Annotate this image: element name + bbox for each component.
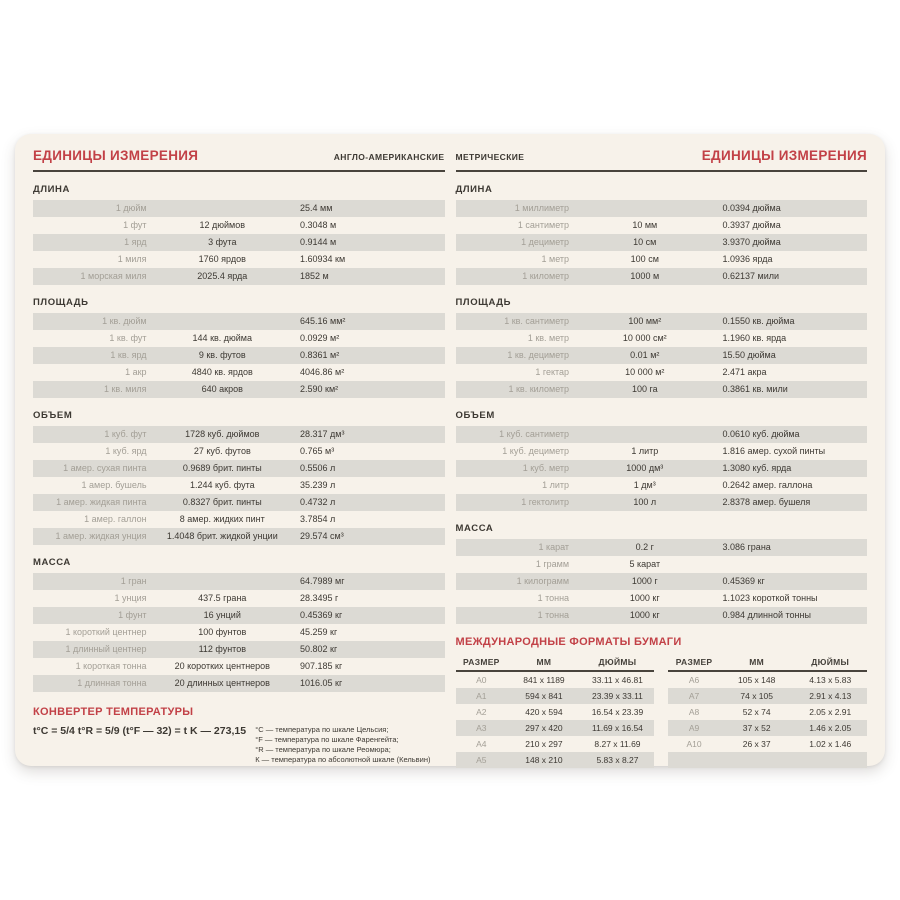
unit-name: 1 грамм (535, 559, 570, 569)
unit-converted-value: 1.0936 ярда (722, 254, 773, 264)
paper-size-inches: 2.91 x 4.13 (809, 691, 852, 701)
paper-size-mm: 594 x 841 (525, 691, 563, 701)
unit-equivalent: 144 кв. дюйма (192, 333, 253, 343)
unit-name: 1 куб. сантиметр (499, 429, 570, 439)
table-row (33, 443, 445, 460)
unit-name: 1 короткая тонна (75, 661, 147, 671)
unit-name: 1 кв. миля (103, 384, 147, 394)
paper-size-inches: 16.54 x 23.39 (591, 707, 644, 717)
paper-row (456, 720, 655, 736)
unit-equivalent: 1000 м (630, 271, 660, 281)
paper-size-mm: 37 x 52 (742, 723, 771, 733)
unit-name: 1 тонна (537, 610, 570, 620)
unit-equivalent: 20 длинных центнеров (174, 678, 270, 688)
paper-size-code: A2 (476, 707, 487, 717)
unit-name: 1 миля (117, 254, 147, 264)
column-header-right (456, 148, 868, 172)
paper-size-mm (720, 752, 794, 768)
table-row (456, 313, 868, 330)
unit-converted-value: 1852 м (300, 271, 329, 281)
paper-header-mm: ММ (536, 657, 552, 667)
table-row (456, 573, 868, 590)
unit-converted-value: 0.0394 дюйма (722, 203, 781, 213)
unit-name: 1 куб. ярд (105, 446, 147, 456)
unit-converted-value: 3.7854 л (300, 514, 336, 524)
unit-converted-value: 0.8361 м² (300, 350, 340, 360)
paper-size-code: A1 (476, 691, 487, 701)
table-row (456, 477, 868, 494)
unit-converted-value: 35.239 л (300, 480, 336, 490)
unit-equivalent: 4840 кв. ярдов (191, 367, 253, 377)
unit-converted-value: 4046.86 м² (300, 367, 345, 377)
unit-equivalent: 27 куб. футов (193, 446, 251, 456)
table-row (456, 234, 868, 251)
table-row (33, 330, 445, 347)
paper-size-code: A9 (688, 723, 700, 733)
temperature-body (33, 725, 445, 765)
unit-converted-value: 1.3080 куб. ярда (722, 463, 792, 473)
unit-name: 1 амер. бушель (81, 480, 147, 490)
paper-header-size: РАЗМЕР (463, 657, 500, 667)
unit-equivalent: 3 фута (208, 237, 237, 247)
unit-equivalent: 1 дм³ (633, 480, 656, 490)
unit-converted-value: 0.45369 кг (300, 610, 343, 620)
unit-converted-value: 0.0610 куб. дюйма (722, 429, 800, 439)
column-subtitle-metric: МЕТРИЧЕСКИЕ (455, 152, 525, 162)
paper-size-inches: 5.83 x 8.27 (596, 755, 639, 765)
unit-equivalent (583, 426, 706, 443)
table-row (456, 251, 868, 268)
temperature-title: КОНВЕРТЕР ТЕМПЕРАТУРЫ (33, 706, 194, 718)
unit-converted-value: 1016.05 кг (300, 678, 343, 688)
unit-name: 1 кв. дециметр (507, 350, 570, 360)
unit-equivalent (161, 200, 284, 217)
paper-size-mm: 105 x 148 (738, 675, 776, 685)
paper-table (456, 655, 655, 768)
unit-equivalent: 100 фунтов (198, 627, 247, 637)
unit-equivalent: 1000 кг (629, 593, 660, 603)
unit-converted-value: 50.802 кг (300, 644, 338, 654)
unit-converted-value: 0.2642 амер. галлона (722, 480, 813, 490)
unit-converted-value: 1.1023 короткой тонны (722, 593, 818, 603)
paper-table-header (456, 655, 655, 672)
table-row (456, 217, 868, 234)
unit-equivalent: 100 мм² (628, 316, 662, 326)
unit-converted-value: 0.1550 кв. дюйма (722, 316, 795, 326)
unit-converted-value: 1.60934 км (300, 254, 346, 264)
paper-size-mm: 52 x 74 (742, 707, 771, 717)
paper-size-code: A3 (476, 723, 487, 733)
temperature-note: °C — температура по шкале Цельсия; (255, 725, 389, 734)
paper-header-size: РАЗМЕР (675, 657, 713, 667)
unit-equivalent: 16 унций (203, 610, 241, 620)
table-row (33, 658, 445, 675)
unit-equivalent: 1728 куб. дюймов (185, 429, 260, 439)
paper-size-inches: 33.11 x 46.81 (592, 675, 643, 685)
unit-section (456, 297, 868, 398)
paper-size-inches (793, 752, 867, 768)
unit-equivalent: 9 кв. футов (198, 350, 246, 360)
temperature-note: °F — температура по шкале Фаренгейта; (255, 735, 399, 744)
unit-converted-value: 1.816 амер. сухой пинты (722, 446, 826, 456)
unit-converted-value: 0.5506 л (300, 463, 336, 473)
unit-name: 1 амер. жидкая пинта (56, 497, 147, 507)
paper-row (668, 704, 867, 720)
table-row (456, 200, 868, 217)
unit-converted-value: 25.4 мм (300, 203, 333, 213)
table-row (456, 268, 868, 285)
unit-equivalent: 100 см (630, 254, 659, 264)
unit-converted-value: 0.3048 м (300, 220, 337, 230)
unit-converted-value (707, 556, 868, 573)
unit-converted-value: 0.9144 м (300, 237, 337, 247)
unit-equivalent: 1000 г (631, 576, 658, 586)
unit-equivalent: 437.5 грана (198, 593, 247, 603)
table-row (33, 624, 445, 641)
table-row (33, 460, 445, 477)
table-row (33, 607, 445, 624)
unit-name: 1 дюйм (115, 203, 147, 213)
unit-equivalent: 0.8327 брит. пинты (182, 497, 262, 507)
paper-table (668, 655, 867, 768)
section-title: ДЛИНА (33, 184, 70, 195)
unit-name: 1 фут (123, 220, 147, 230)
unit-name: 1 ярд (124, 237, 147, 247)
table-row (33, 477, 445, 494)
table-row (33, 381, 445, 398)
unit-equivalent: 1000 дм³ (626, 463, 664, 473)
unit-equivalent: 2025.4 ярда (197, 271, 248, 281)
table-row (33, 200, 445, 217)
unit-name: 1 литр (542, 480, 570, 490)
unit-name: 1 фунт (118, 610, 147, 620)
unit-name: 1 гран (120, 576, 147, 586)
unit-equivalent: 1.4048 брит. жидкой унции (166, 531, 278, 541)
paper-formats-block (456, 624, 868, 768)
unit-equivalent: 112 фунтов (198, 644, 246, 654)
unit-name: 1 кв. метр (527, 333, 570, 343)
unit-section (33, 557, 445, 692)
section-title: ОБЪЕМ (33, 410, 73, 421)
unit-name: 1 тонна (537, 593, 570, 603)
unit-equivalent (161, 313, 284, 330)
table-row (33, 426, 445, 443)
paper-row (668, 720, 867, 736)
unit-converted-value: 28.317 дм³ (300, 429, 345, 439)
unit-equivalent: 0.2 г (635, 542, 654, 552)
unit-name: 1 дециметр (521, 237, 570, 247)
unit-equivalent: 10 см (633, 237, 657, 247)
table-row (33, 675, 445, 692)
temperature-converter (33, 692, 445, 765)
table-row (33, 573, 445, 590)
paper-size-inches: 2.05 x 2.91 (809, 707, 852, 717)
paper-size-code: A4 (476, 739, 487, 749)
unit-equivalent (583, 200, 706, 217)
paper-size-code (668, 752, 720, 768)
unit-converted-value: 0.45369 кг (722, 576, 765, 586)
unit-name: 1 длинный центнер (65, 644, 147, 654)
paper-size-inches: 8.27 x 11.69 (594, 739, 641, 749)
paper-header-inches: ДЮЙМЫ (598, 657, 637, 667)
paper-size-code: A6 (688, 675, 700, 685)
unit-converted-value: 0.62137 мили (722, 271, 780, 281)
unit-section (33, 184, 445, 285)
paper-row (668, 688, 867, 704)
unit-converted-value: 1.1960 кв. ярда (722, 333, 787, 343)
section-title: ПЛОЩАДЬ (33, 297, 89, 308)
paper-size-mm: 26 x 37 (742, 739, 771, 749)
section-title: ПЛОЩАДЬ (455, 297, 512, 308)
unit-equivalent: 0.01 м² (630, 350, 660, 360)
unit-equivalent: 640 акров (201, 384, 243, 394)
unit-converted-value: 2.590 км² (300, 384, 339, 394)
unit-converted-value: 29.574 см³ (300, 531, 344, 541)
unit-name: 1 куб. метр (522, 463, 570, 473)
unit-section (33, 297, 445, 398)
unit-name: 1 кв. фут (109, 333, 147, 343)
paper-size-mm: 148 x 210 (525, 755, 563, 765)
paper-row (456, 736, 655, 752)
unit-name: 1 куб. дециметр (502, 446, 570, 456)
paper-row (668, 752, 867, 768)
table-row (33, 511, 445, 528)
column-anglo-american (33, 148, 445, 764)
unit-name: 1 гектолитр (521, 497, 570, 507)
unit-converted-value: 0.4732 л (300, 497, 336, 507)
table-row (456, 426, 868, 443)
unit-name: 1 метр (541, 254, 570, 264)
paper-formats-title: МЕЖДУНАРОДНЫЕ ФОРМАТЫ БУМАГИ (455, 636, 682, 648)
paper-row (668, 736, 867, 752)
paper-size-code: A7 (688, 691, 700, 701)
unit-name: 1 амер. галлон (84, 514, 147, 524)
table-row (456, 443, 868, 460)
table-row (33, 268, 445, 285)
units-reference-page (15, 134, 885, 766)
sections-left (33, 172, 445, 692)
paper-size-inches: 11.69 x 16.54 (592, 723, 643, 733)
table-row (456, 330, 868, 347)
unit-section (456, 410, 868, 511)
table-row (33, 641, 445, 658)
unit-equivalent (161, 573, 284, 590)
unit-name: 1 длинная тонна (77, 678, 147, 688)
unit-name: 1 кв. сантиметр (504, 316, 570, 326)
unit-name: 1 кв. километр (508, 384, 570, 394)
paper-size-inches: 1.46 x 2.05 (809, 723, 852, 733)
unit-converted-value: 45.259 кг (300, 627, 338, 637)
unit-equivalent: 5 карат (629, 559, 661, 569)
unit-converted-value: 0.984 длинной тонны (722, 610, 811, 620)
unit-section (456, 184, 868, 285)
table-row (456, 347, 868, 364)
unit-equivalent: 12 дюймов (199, 220, 246, 230)
unit-name: 1 кв. ярд (110, 350, 147, 360)
paper-size-mm: 210 x 297 (525, 739, 563, 749)
unit-equivalent: 1760 ярдов (198, 254, 246, 264)
section-title: МАССА (455, 523, 494, 534)
section-title: ОБЪЕМ (455, 410, 495, 421)
temperature-note: К — температура по абсолютной шкале (Кельвин) (255, 755, 431, 764)
sections-right (456, 172, 868, 624)
paper-size-mm: 420 x 594 (525, 707, 563, 717)
unit-equivalent: 100 га (631, 384, 658, 394)
unit-converted-value: 15.50 дюйма (722, 350, 776, 360)
unit-name: 1 амер. сухая пинта (63, 463, 147, 473)
paper-size-code: A8 (688, 707, 700, 717)
paper-size-code: A10 (686, 739, 702, 749)
paper-size-inches: 4.13 x 5.83 (809, 675, 852, 685)
unit-name: 1 куб. фут (104, 429, 147, 439)
unit-converted-value: 0.765 м³ (300, 446, 335, 456)
column-subtitle-anglo-american: АНГЛО-АМЕРИКАНСКИЕ (333, 152, 445, 162)
unit-equivalent: 10 мм (632, 220, 658, 230)
unit-equivalent: 8 амер. жидких пинт (179, 514, 265, 524)
table-row (456, 494, 868, 511)
unit-section (33, 410, 445, 545)
table-row (33, 347, 445, 364)
unit-name: 1 карат (538, 542, 570, 552)
unit-name: 1 сантиметр (517, 220, 570, 230)
table-row (33, 494, 445, 511)
table-row (33, 234, 445, 251)
table-row (33, 251, 445, 268)
column-metric (455, 148, 868, 765)
unit-name: 1 короткий центнер (65, 627, 147, 637)
paper-row (456, 672, 655, 688)
section-title: МАССА (33, 557, 71, 568)
unit-converted-value: 2.8378 амер. бушеля (722, 497, 811, 507)
paper-table-header (668, 655, 867, 672)
unit-converted-value: 0.0929 м² (300, 333, 340, 343)
unit-equivalent: 1 литр (631, 446, 659, 456)
unit-equivalent: 0.9689 брит. пинты (182, 463, 262, 473)
paper-size-inches: 1.02 x 1.46 (809, 739, 852, 749)
table-row (33, 364, 445, 381)
unit-converted-value: 3.9370 дюйма (722, 237, 781, 247)
paper-size-inches: 23.39 x 33.11 (592, 691, 643, 701)
paper-row (456, 704, 655, 720)
unit-section (456, 523, 868, 624)
paper-row (456, 688, 655, 704)
unit-equivalent: 10 000 см² (622, 333, 667, 343)
unit-converted-value: 907.185 кг (300, 661, 343, 671)
paper-size-mm: 841 x 1189 (523, 675, 565, 685)
unit-name: 1 морская миля (80, 271, 147, 281)
paper-header-inches: ДЮЙМЫ (811, 657, 850, 667)
temperature-notes (255, 725, 444, 765)
unit-name: 1 миллиметр (514, 203, 570, 213)
unit-name: 1 километр (522, 271, 570, 281)
table-row (33, 217, 445, 234)
unit-equivalent: 1.244 куб. фута (189, 480, 255, 490)
unit-name: 1 килограмм (516, 576, 570, 586)
unit-converted-value: 64.7989 мг (300, 576, 345, 586)
table-row (456, 556, 868, 573)
table-row (456, 607, 868, 624)
unit-name: 1 амер. жидкая унция (55, 531, 147, 541)
column-header-left (33, 148, 445, 172)
table-row (33, 528, 445, 545)
unit-name: 1 унция (114, 593, 147, 603)
unit-equivalent: 100 л (633, 497, 657, 507)
paper-size-code: A5 (476, 755, 487, 765)
paper-size-mm: 297 x 420 (525, 723, 563, 733)
table-row (456, 460, 868, 477)
paper-header-mm: ММ (749, 657, 765, 667)
unit-converted-value: 3.086 грана (722, 542, 771, 552)
paper-size-mm: 74 x 105 (740, 691, 773, 701)
paper-row (668, 672, 867, 688)
unit-name: 1 акр (125, 367, 147, 377)
unit-converted-value: 645.16 мм² (300, 316, 346, 326)
table-row (456, 539, 868, 556)
page-title-right: ЕДИНИЦЫ ИЗМЕРЕНИЯ (701, 148, 867, 163)
temperature-formula: t°C = 5/4 t°R = 5/9 (t°F — 32) = t K — 273,15 (33, 725, 247, 737)
unit-equivalent: 1000 кг (629, 610, 660, 620)
table-row (456, 590, 868, 607)
unit-name: 1 кв. дюйм (102, 316, 147, 326)
unit-equivalent: 20 коротких центнеров (174, 661, 270, 671)
unit-name: 1 гектар (535, 367, 570, 377)
unit-equivalent: 10 000 м² (625, 367, 665, 377)
page-title-left: ЕДИНИЦЫ ИЗМЕРЕНИЯ (33, 148, 199, 163)
unit-converted-value: 28.3495 г (300, 593, 339, 603)
table-row (456, 381, 868, 398)
unit-converted-value: 0.3861 кв. мили (722, 384, 788, 394)
temperature-note: °R — температура по шкале Реомюра; (255, 745, 391, 754)
table-row (33, 313, 445, 330)
unit-converted-value: 0.3937 дюйма (722, 220, 781, 230)
paper-row (456, 752, 655, 768)
unit-converted-value: 2.471 акра (722, 367, 767, 377)
section-title: ДЛИНА (455, 184, 493, 195)
table-row (33, 590, 445, 607)
paper-size-code: A0 (476, 675, 487, 685)
paper-formats-tables (456, 655, 868, 768)
table-row (456, 364, 868, 381)
